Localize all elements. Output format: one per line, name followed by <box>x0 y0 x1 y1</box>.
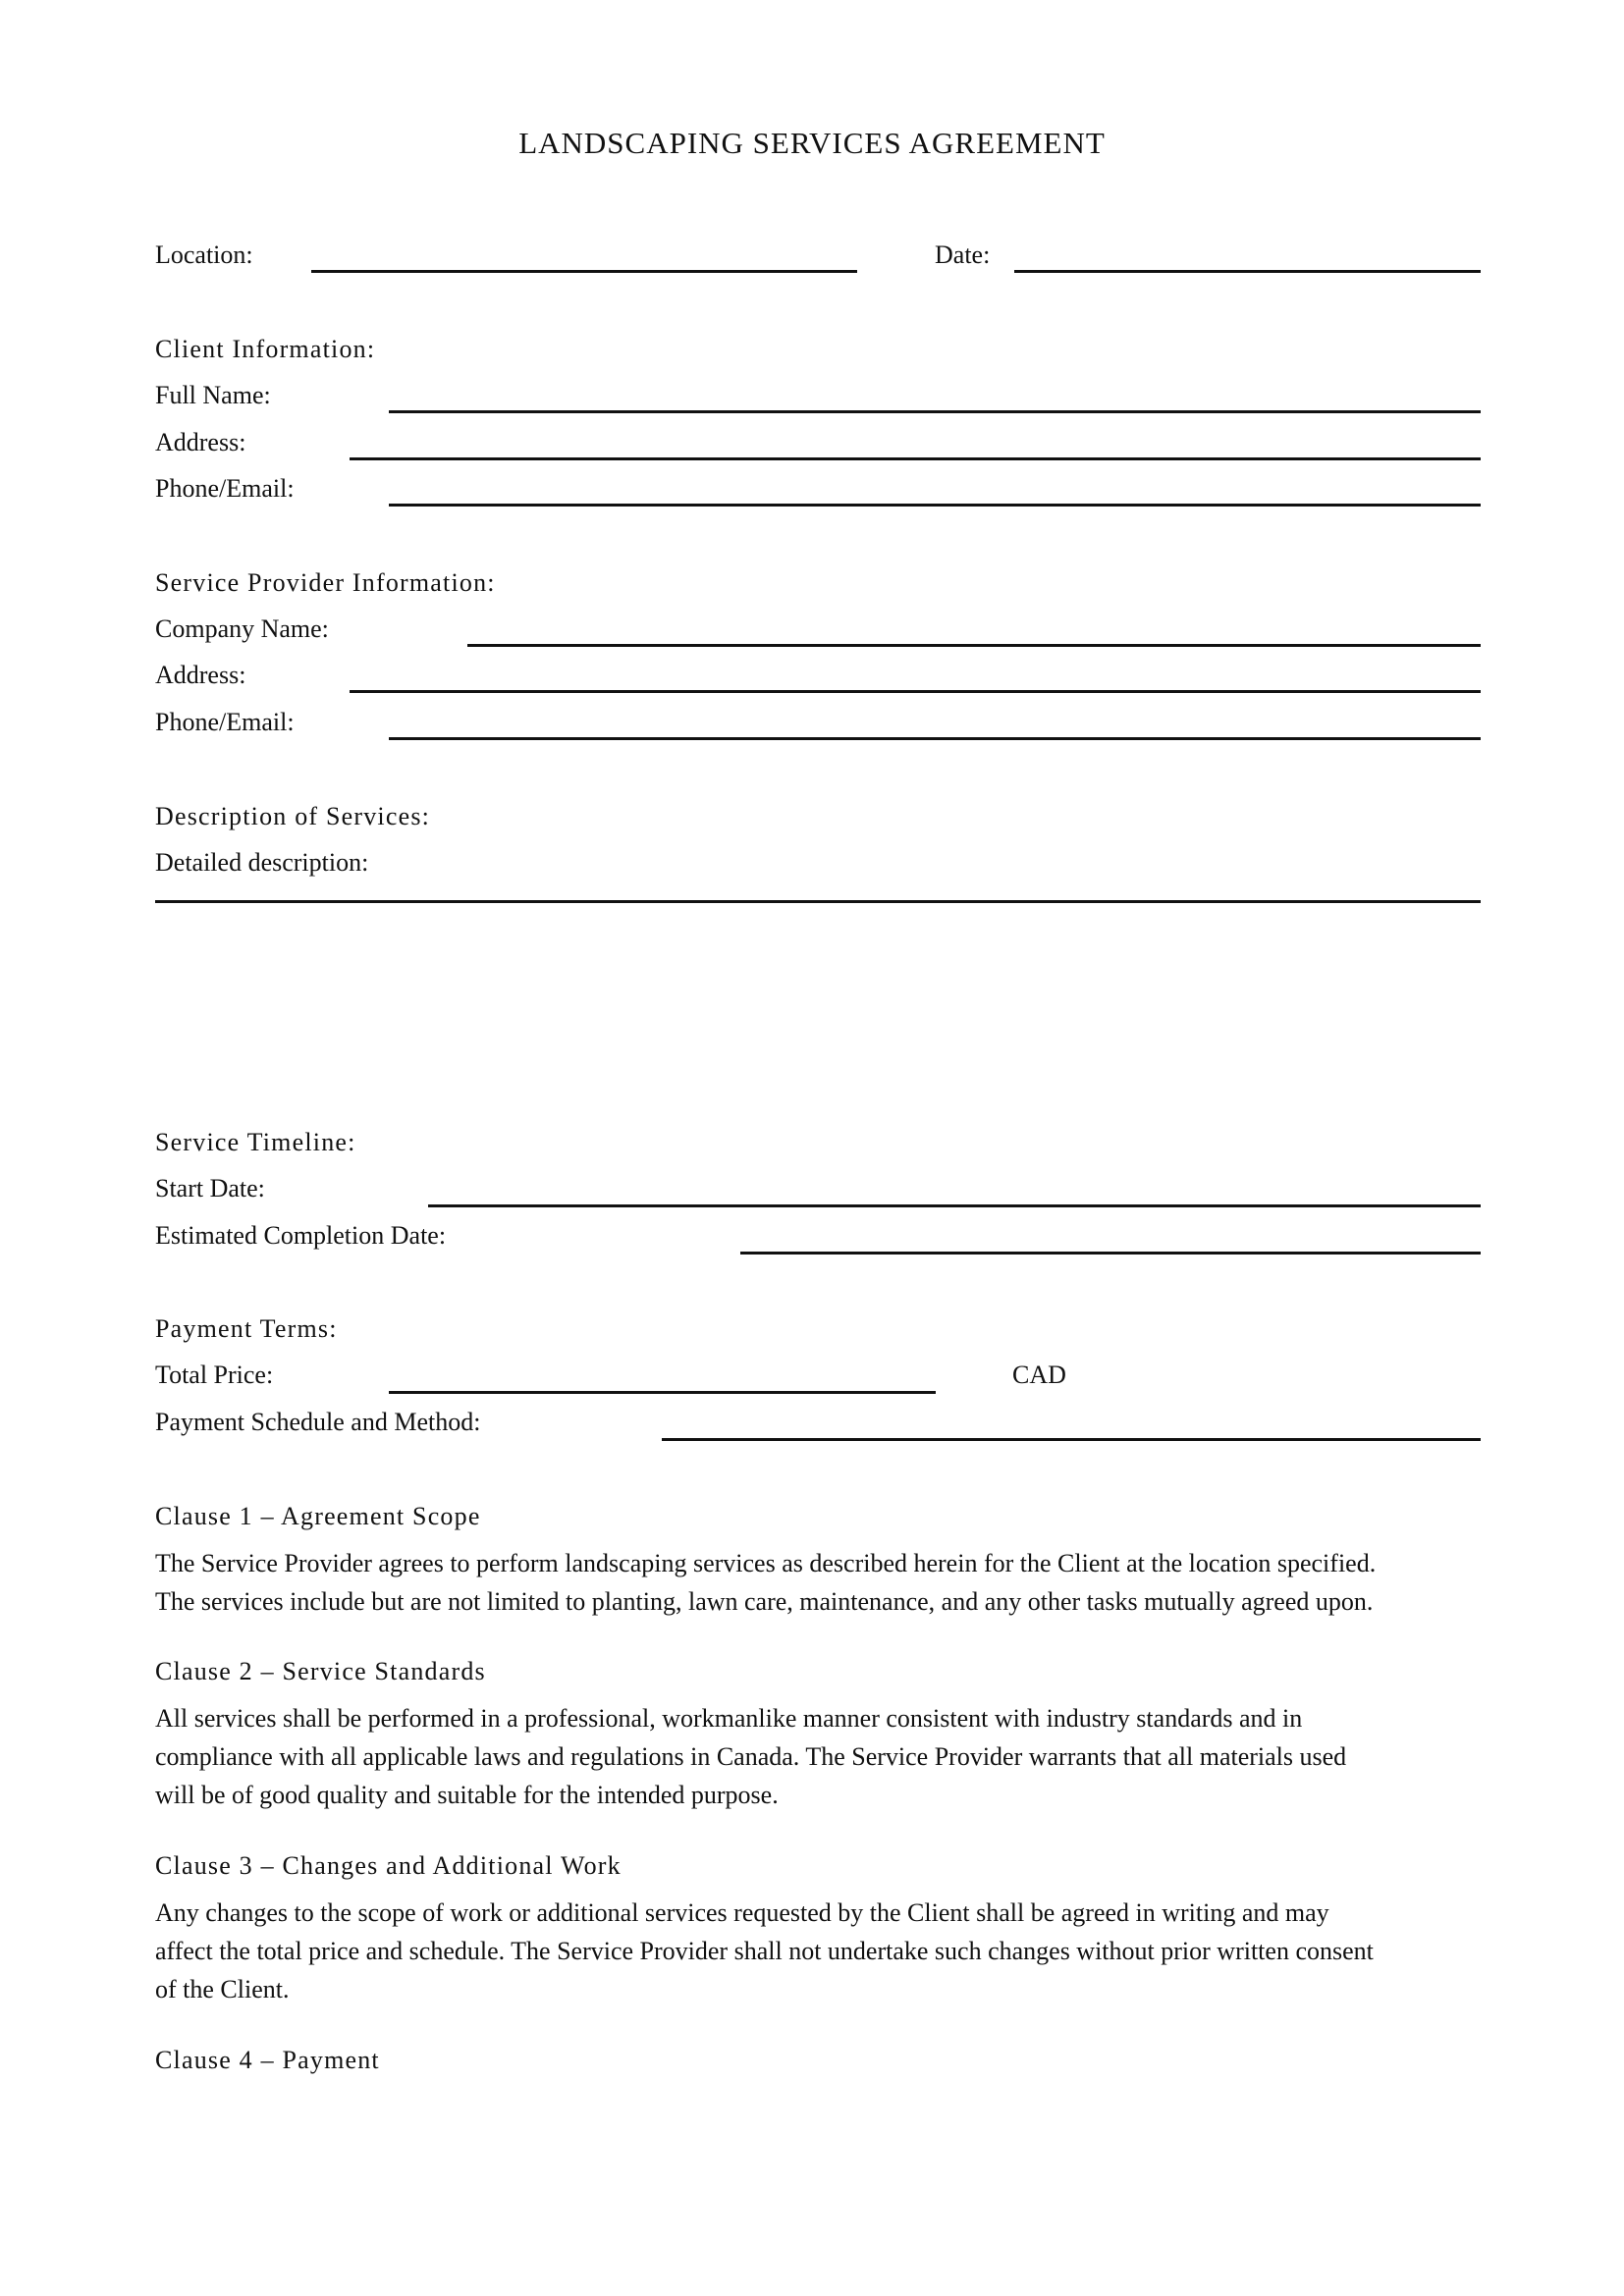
clause-1-line: The services include but are not limited to planting, lawn care, maintenance, and any other tasks mutually agreed upon. <box>155 1587 1374 1616</box>
clause-4-heading: Clause 4 – Payment <box>155 2046 380 2074</box>
currency-label: CAD <box>1012 1361 1066 1389</box>
clause-2-body <box>155 1699 1490 1814</box>
clause-2-line: compliance with all applicable laws and regulations in Canada. The Service Provider warrants that all materials used <box>155 1742 1347 1771</box>
location-field[interactable] <box>311 270 857 273</box>
clause-2-heading: Clause 2 – Service Standards <box>155 1657 486 1685</box>
date-label: Date: <box>935 240 991 269</box>
clause-2-line: All services shall be performed in a professional, workmanlike manner consistent with industry standards and in <box>155 1704 1303 1733</box>
client-phone-email-label: Phone/Email: <box>155 474 295 503</box>
start-date-label: Start Date: <box>155 1174 265 1202</box>
payment-schedule-field[interactable] <box>662 1438 1481 1441</box>
clause-3-line: Any changes to the scope of work or additional services requested by the Client shall be agreed in writing and may <box>155 1898 1329 1927</box>
client-phone-email-field[interactable] <box>389 504 1481 507</box>
timeline-heading: Service Timeline: <box>155 1128 356 1156</box>
detailed-description-label: Detailed description: <box>155 848 369 877</box>
client-full-name-field[interactable] <box>389 410 1481 413</box>
detailed-description-field[interactable] <box>155 900 1481 903</box>
clause-3-line: of the Client. <box>155 1975 290 2003</box>
client-information-heading: Client Information: <box>155 335 376 363</box>
total-price-label: Total Price: <box>155 1361 274 1389</box>
clause-3-heading: Clause 3 – Changes and Additional Work <box>155 1851 622 1880</box>
document-title: LANDSCAPING SERVICES AGREEMENT <box>518 126 1106 160</box>
clause-1-line: The Service Provider agrees to perform landscaping services as described herein for the Client at the location specified. <box>155 1549 1377 1577</box>
provider-address-field[interactable] <box>350 690 1481 693</box>
client-address-label: Address: <box>155 428 246 456</box>
completion-date-field[interactable] <box>740 1252 1481 1255</box>
provider-phone-email-field[interactable] <box>389 737 1481 740</box>
clause-2-line: will be of good quality and suitable for the intended purpose. <box>155 1781 779 1809</box>
payment-terms-heading: Payment Terms: <box>155 1314 338 1343</box>
clause-1-heading: Clause 1 – Agreement Scope <box>155 1502 481 1530</box>
provider-company-name-label: Company Name: <box>155 614 329 643</box>
clause-3-line: affect the total price and schedule. The Service Provider shall not undertake such changes without prior written consent <box>155 1937 1374 1965</box>
date-field[interactable] <box>1014 270 1481 273</box>
provider-address-label: Address: <box>155 661 246 689</box>
location-label: Location: <box>155 240 253 269</box>
provider-phone-email-label: Phone/Email: <box>155 708 295 736</box>
total-price-field[interactable] <box>389 1391 936 1394</box>
provider-company-name-field[interactable] <box>467 644 1481 647</box>
clause-3-body <box>155 1894 1490 2008</box>
completion-date-label: Estimated Completion Date: <box>155 1221 447 1250</box>
client-address-field[interactable] <box>350 457 1481 460</box>
clause-1-body <box>155 1544 1490 1621</box>
start-date-field[interactable] <box>428 1204 1481 1207</box>
provider-information-heading: Service Provider Information: <box>155 568 496 597</box>
services-heading: Description of Services: <box>155 802 431 830</box>
client-full-name-label: Full Name: <box>155 381 271 409</box>
payment-schedule-label: Payment Schedule and Method: <box>155 1408 481 1436</box>
